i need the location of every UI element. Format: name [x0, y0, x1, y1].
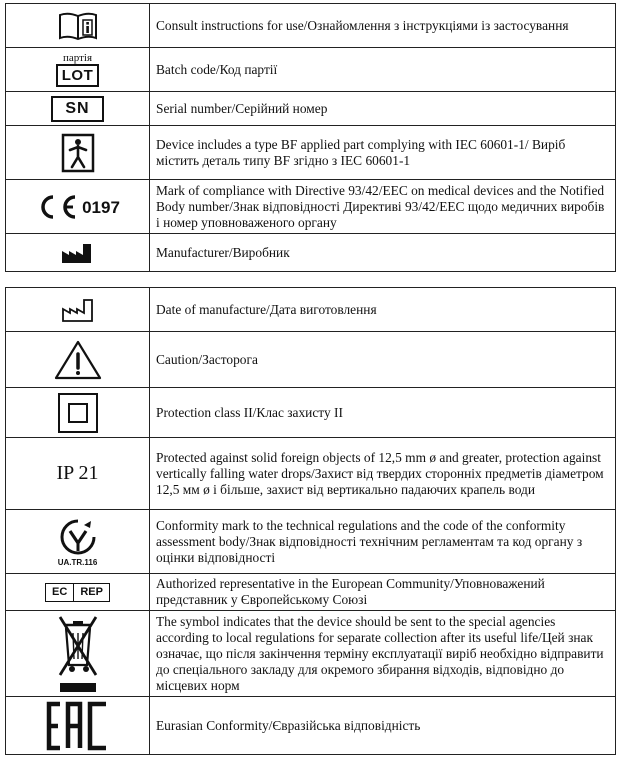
- symbol-cell: [6, 48, 150, 92]
- conformity-code: UA.TR.116: [57, 557, 98, 567]
- sn-icon: SN: [51, 96, 103, 122]
- symbol-cell: [6, 388, 150, 438]
- table-row: [6, 92, 616, 126]
- weee-bin-icon: [56, 613, 100, 695]
- symbol-cell: [6, 510, 150, 574]
- symbol-cell: [6, 92, 150, 126]
- ce-mark-icon: [35, 194, 120, 220]
- table-row: [6, 510, 616, 574]
- description-cell: Consult instructions for use/Ознайомлення з інструкціями із застосування: [150, 4, 616, 48]
- symbol-cell: [6, 611, 150, 697]
- description-cell: Date of manufacture/Дата виготовлення: [150, 288, 616, 332]
- description-cell: Authorized representative in the European Community/Уповноважений представник у Європейському Союзі: [150, 574, 616, 611]
- table-row: [6, 234, 616, 272]
- lot-icon: партія LOT: [56, 52, 100, 87]
- symbols-table-2: [5, 287, 616, 755]
- description-cell: The symbol indicates that the device should be sent to the special agencies according to local regulations for separate collection after its useful life/Цей знак означає, що після закінчення терміну експлуатації виріб необхідно відправити до спеціального закладу для окремого збирання відходів, відповідно до місцевих норм: [150, 611, 616, 697]
- symbol-cell: [6, 288, 150, 332]
- description-cell: Eurasian Conformity/Євразійська відповідність: [150, 697, 616, 755]
- description-cell: Conformity mark to the technical regulations and the code of the conformity assessment body/Знак відповідності технічним регламентам та код органу з оцінки відповідності: [150, 510, 616, 574]
- table-row: [6, 4, 616, 48]
- symbol-cell: [6, 234, 150, 272]
- description-cell: Batch code/Код партії: [150, 48, 616, 92]
- description-cell: Protection class II/Клас захисту II: [150, 388, 616, 438]
- notified-body-number: 0197: [82, 197, 120, 217]
- description-cell: Protected against solid foreign objects of 12,5 mm ø and greater, protection against vertically falling water drops/Захист від твердих сторонніх предметів діаметром 12,5 мм ø і більше, захист від вертикально падаючих крапель води: [150, 438, 616, 510]
- ec-rep-icon: [45, 583, 110, 602]
- symbol-cell: [6, 438, 150, 510]
- table-row: [6, 288, 616, 332]
- table-row: [6, 388, 616, 438]
- symbol-cell: [6, 332, 150, 388]
- table-row: [6, 611, 616, 697]
- book-info-icon: [58, 11, 98, 41]
- symbol-cell: [6, 4, 150, 48]
- eac-icon: [46, 701, 110, 751]
- type-bf-icon: [61, 133, 95, 173]
- table-row: [6, 574, 616, 611]
- table-row: [6, 126, 616, 180]
- symbol-cell: [6, 180, 150, 234]
- manufacturer-icon: [61, 242, 95, 264]
- symbol-cell: [6, 697, 150, 755]
- symbol-cell: [6, 126, 150, 180]
- rep-label: REP: [73, 584, 109, 601]
- date-of-manufacture-icon: [61, 297, 95, 323]
- caution-icon: [54, 339, 102, 381]
- protection-class-ii-icon: [57, 392, 99, 434]
- table-row: [6, 180, 616, 234]
- table-row: [6, 332, 616, 388]
- description-cell: Mark of compliance with Directive 93/42/EEC on medical devices and the Notified Body number/Знак відповідності Директиві 93/42/EEC щодо медичних виробів і номер уповноваженого органу: [150, 180, 616, 234]
- description-cell: Device includes a type BF applied part complying with IEC 60601-1/ Виріб містить деталь типу BF згідно з IEC 60601-1: [150, 126, 616, 180]
- symbols-table-1: [5, 3, 616, 272]
- ec-label: EC: [52, 585, 68, 598]
- description-cell: Caution/Засторога: [150, 332, 616, 388]
- table-row: [6, 48, 616, 92]
- table-row: [6, 438, 616, 510]
- description-cell: Manufacturer/Виробник: [150, 234, 616, 272]
- table-row: [6, 697, 616, 755]
- description-cell: Serial number/Серійний номер: [150, 92, 616, 126]
- ip-rating-label: IP 21: [56, 462, 99, 484]
- ua-conformity-icon: [58, 517, 98, 567]
- symbol-cell: [6, 574, 150, 611]
